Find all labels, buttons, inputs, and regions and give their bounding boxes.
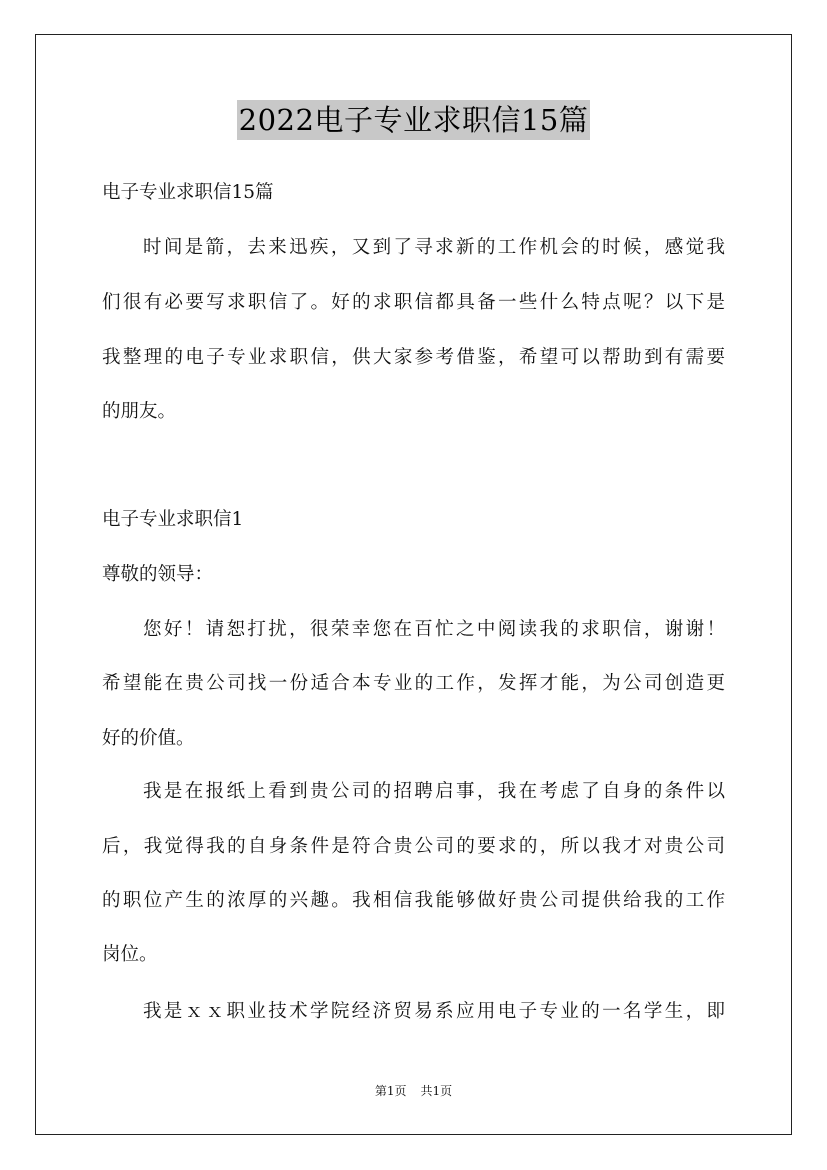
paragraph-line: 我整理的电子专业求职信，供大家参考借鉴，希望可以帮助到有需要 xyxy=(102,347,725,368)
page-number-current: 第1页 xyxy=(374,1084,407,1098)
paragraph-line: 的朋友。 xyxy=(102,401,177,422)
paragraph-line: 岗位。 xyxy=(102,944,158,965)
paragraph-line: 时间是箭，去来迅疾，又到了寻求新的工作机会的时候，感觉我 xyxy=(143,237,725,258)
paragraph-line: 我是ｘｘ职业技术学院经济贸易系应用电子专业的一名学生，即 xyxy=(143,1001,725,1022)
paragraph-line: 您好！请恕打扰，很荣幸您在百忙之中阅读我的求职信，谢谢！ xyxy=(143,619,725,640)
salutation-line: 尊敬的领导： xyxy=(102,564,214,585)
paragraph-line: 们很有必要写求职信了。好的求职信都具备一些什么特点呢？以下是 xyxy=(102,292,725,313)
section-heading: 电子专业求职信1 xyxy=(102,509,244,530)
paragraph-line: 希望能在贵公司找一份适合本专业的工作，发挥才能，为公司创造更 xyxy=(102,673,725,694)
paragraph-line: 的职位产生的浓厚的兴趣。我相信我能够做好贵公司提供给我的工作 xyxy=(102,890,725,911)
title-container xyxy=(0,100,827,140)
page-footer xyxy=(0,1083,827,1099)
paragraph-line: 后，我觉得我的自身条件是符合贵公司的要求的，所以我才对贵公司 xyxy=(102,836,725,857)
paragraph-line: 我是在报纸上看到贵公司的招聘启事，我在考虑了自身的条件以 xyxy=(143,781,725,802)
subtitle-line: 电子专业求职信15篇 xyxy=(102,182,274,203)
paragraph-line: 好的价值。 xyxy=(102,728,195,749)
page-number-total: 共1页 xyxy=(420,1084,453,1098)
document-title: 2022电子专业求职信15篇 xyxy=(237,100,591,140)
